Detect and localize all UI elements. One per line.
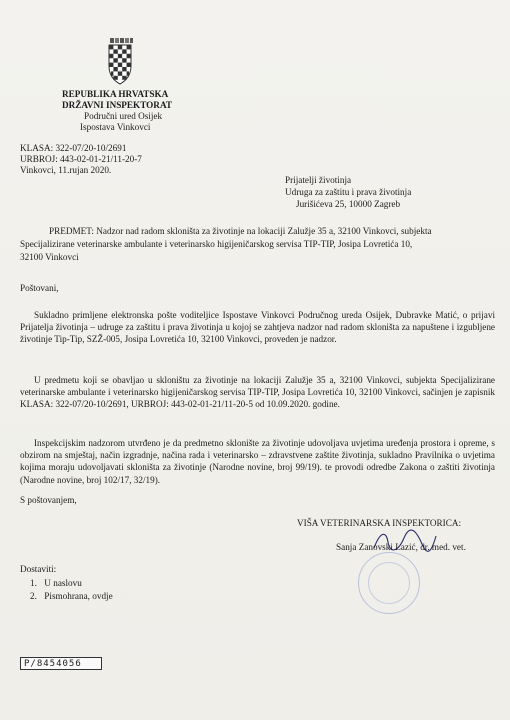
paragraph-1: Sukladno primljene elektronska pošte voditeljice Ispostave Vinkovci Područnog ureda Osijek, Dubravke Matić, o prijavi Prijatelja životinja – udruge za zaštitu i prava životinja u kojoj se zahtjeva nadzor nad radom skloništa za napuštene i izgubljene životinje Tip-Tip, SZŽ-005, Josipa Lovretića 10, 32100 Vinkovci, proveden je nadzor.	[20, 310, 495, 345]
greeting: Poštovani,	[20, 283, 59, 293]
signature-name: Sanja Zanovski Lazić, dr. med. vet.	[336, 542, 466, 552]
branch-name: Ispostava Vinkovci	[80, 122, 151, 132]
office-name: Područni ured Osijek	[84, 111, 163, 121]
country-name: REPUBLIKA HRVATSKA	[62, 89, 169, 99]
delivery-label: Dostaviti:	[20, 564, 57, 574]
subject-label: PREDMET:	[49, 226, 94, 236]
official-stamp	[358, 552, 420, 614]
subject-text-2: Specijalizirane veterinarske ambulante i veterinarsko higijeničarskog servisa TIP-TIP, Josipa Lovretića 10,	[20, 239, 413, 249]
closing: S poštovanjem,	[20, 495, 77, 505]
klasa-ref: KLASA: 322-07/20-10/2691	[20, 143, 127, 153]
subject-line-1	[49, 225, 432, 237]
delivery-item: 1. U naslovu	[30, 578, 82, 588]
recipient-name: Prijatelji životinja	[285, 175, 352, 185]
recipient-org: Udruga za zaštitu i prava životinja	[285, 187, 412, 197]
subject-text-3: 32100 Vinkovci	[20, 252, 79, 262]
subject-text-1: Nadzor nad radom skloništa za životinje na lokaciji Zalužje 35 a, 32100 Vinkovci, subjekta	[96, 226, 432, 236]
authority-name: DRŽAVNI INSPEKTORAT	[62, 100, 173, 110]
paragraph-2: U predmetu koji se obavljao u skloništu za životinje na lokaciji Zalužje 35 a, 32100 Vinkovci, subjekta Specijalizirane veterinarske ambulante i veterinarsko higijeničarskog servisa TIP-TIP, Josipa Lovretića 10, 32100 Vinkovci, sačinjen je zapisnik KLASA: 322-07/20-10/2691, URBROJ: 443-02-01-21/11-20-5 od 10.09.2020. godine.	[20, 375, 495, 410]
signature-title: VIŠA VETERINARSKA INSPEKTORICA:	[297, 518, 462, 528]
archive-barcode: P/8454056	[20, 657, 102, 670]
recipient-address: Jurišićeva 25, 10000 Zagreb	[296, 199, 401, 209]
urbroj-ref: URBROJ: 443-02-01-21/11-20-7	[20, 154, 142, 164]
coat-of-arms-icon	[107, 38, 133, 86]
delivery-item: 2. Pismohrana, ovdje	[30, 591, 113, 601]
paragraph-3: Inspekcijskim nadzorom utvrđeno je da predmetno sklonište za životinje udovoljava uvjetima uređenja prostora i opreme, s obzirom na smještaj, način izgradnje, načina rada i veterinarsko – zdravstvene zaštite životinja, sukladno Pravilnika o uvjetima kojima moraju udovoljavati skloništa za životinje (Narodne novine, broj 99/19). te provodi odredbe Zakona o zaštiti životinja (Narodne novine, broj 102/17, 32/19).	[20, 438, 495, 485]
place-date: Vinkovci, 11.rujan 2020.	[20, 165, 112, 175]
